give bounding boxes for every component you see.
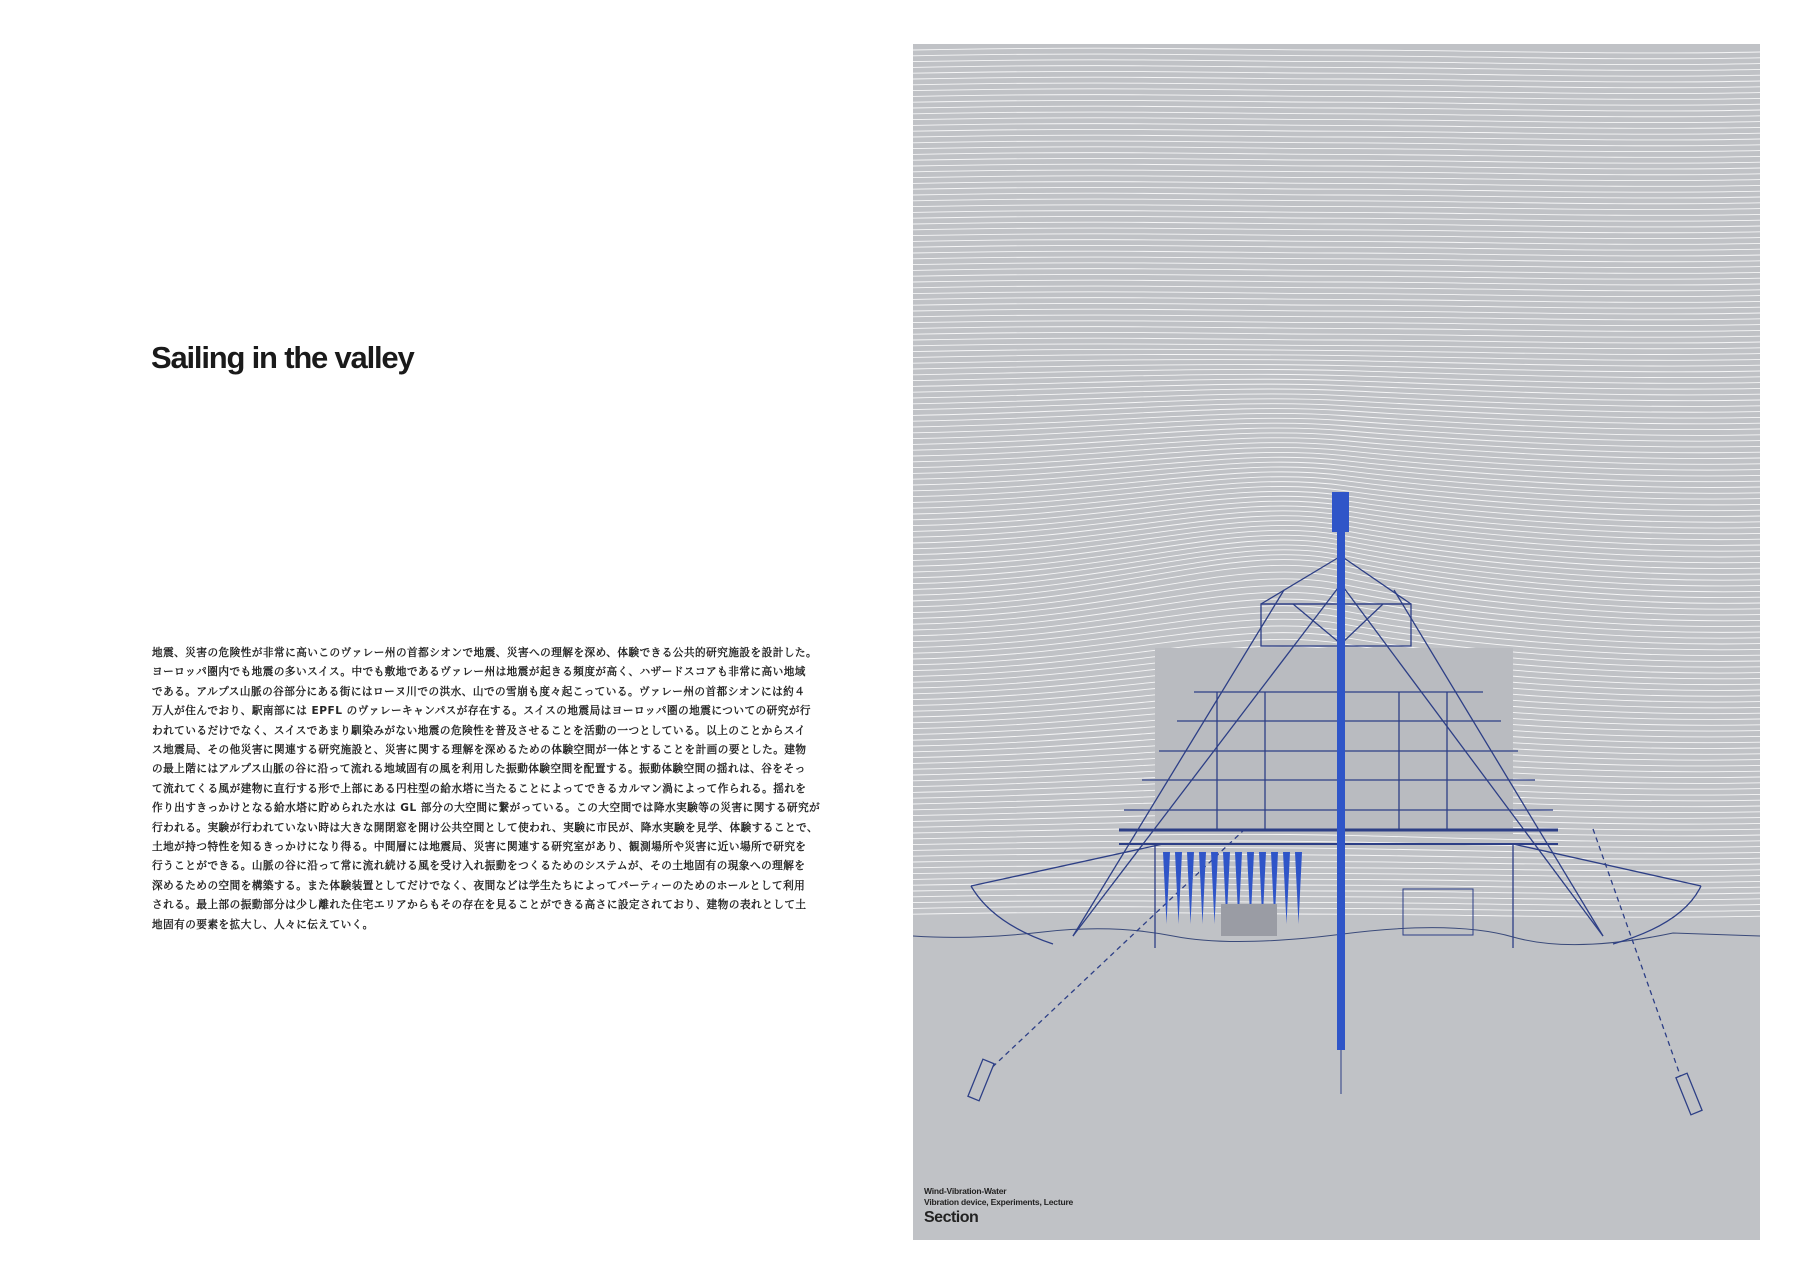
- wind-line: [913, 66, 1760, 71]
- wind-line: [913, 216, 1760, 221]
- wind-line: [913, 205, 1760, 210]
- wind-line: [913, 878, 1760, 883]
- description-line: 行われる。実験が行われていない時は大きな開閉窓を開け公共空間として使われ、実験に市民が、降水実験を見学、体験することで、: [152, 821, 819, 834]
- wind-line: [913, 182, 1760, 187]
- wind-line: [913, 141, 1760, 146]
- wind-line: [913, 118, 1760, 123]
- description-line: て流れてくる風が建物に直行する形で上部にある円柱型の給水塔に当たることによってできるカルマン渦によって作られる。揺れを: [152, 782, 807, 795]
- wind-line: [913, 344, 1760, 349]
- description-line: である。アルプス山脈の谷部分にある街にはローヌ川での洪水、山での雪崩も度々起こっている。ヴァレー州の首都シオンには約４: [152, 685, 806, 698]
- wind-line: [913, 286, 1760, 291]
- wind-line: [913, 338, 1760, 343]
- wind-line: [913, 612, 1760, 649]
- wind-line: [913, 158, 1760, 163]
- wind-line: [913, 321, 1760, 326]
- wind-line: [913, 251, 1760, 256]
- wind-line: [913, 413, 1760, 429]
- description-line: される。最上部の振動部分は少し離れた住宅エリアからもその存在を見ることができる高さに設定されており、建物の表れとして土: [152, 899, 807, 912]
- wind-line: [913, 379, 1760, 389]
- wind-line: [913, 374, 1760, 383]
- wind-line: [913, 866, 1760, 871]
- wind-line: [913, 124, 1760, 129]
- wind-line: [913, 245, 1760, 250]
- section-drawing-panel: [913, 44, 1760, 1240]
- wind-line: [913, 280, 1760, 285]
- wind-line: [913, 303, 1760, 308]
- wind-line: [913, 211, 1760, 216]
- wind-line: [913, 100, 1760, 105]
- description-line: 地震、災害の危険性が非常に高いこのヴァレー州の首都シオンで地震、災害への理解を深め、体験できる公共的研究施設を設計した。: [152, 647, 818, 659]
- wind-line: [913, 895, 1760, 900]
- wind-line: [913, 452, 1760, 476]
- wind-line: [913, 327, 1760, 332]
- wind-line: [913, 257, 1760, 262]
- wind-line: [913, 854, 1760, 859]
- wind-line: [913, 369, 1760, 377]
- wind-line: [913, 129, 1760, 134]
- wind-line: [913, 112, 1760, 117]
- wind-line: [913, 193, 1760, 198]
- wind-line: [913, 164, 1760, 169]
- wind-line: [913, 409, 1760, 424]
- wind-line: [913, 298, 1760, 303]
- wind-line: [913, 423, 1760, 441]
- description-line: 地固有の要素を拡大し、人々に伝えていく。: [152, 918, 374, 931]
- wind-line: [913, 187, 1760, 192]
- wind-line: [913, 89, 1760, 94]
- wind-line: [913, 71, 1760, 76]
- wind-line: [913, 48, 1760, 53]
- wind-line: [913, 901, 1760, 906]
- wind-line: [913, 872, 1760, 877]
- description-line: 行うことができる。山脈の谷に沿って常に流れ続ける風を受け入れ振動をつくるためのシステムが、その土地固有の現象への理解を: [152, 860, 806, 873]
- wind-line: [913, 170, 1760, 175]
- wind-line: [913, 889, 1760, 894]
- wind-line: [913, 153, 1760, 158]
- description-line: 土地が持つ特性を知るきっかけになり得る。中間層には地震局、災害に関連する研究室があり、観測場所や災害に近い場所で研究を: [152, 841, 807, 854]
- wind-line: [913, 332, 1760, 337]
- wind-line: [913, 847, 1760, 853]
- wind-line: [913, 540, 1760, 580]
- building-mass: [1155, 648, 1513, 834]
- wind-line: [913, 199, 1760, 204]
- caption-line-1: Wind-Vibration-Water: [924, 1186, 1007, 1196]
- wind-line: [913, 54, 1760, 59]
- wind-line: [913, 309, 1760, 314]
- wind-line: [913, 147, 1760, 152]
- sand-pile: [1221, 904, 1277, 936]
- wind-line: [913, 135, 1760, 140]
- wind-line: [913, 176, 1760, 181]
- wind-line: [913, 384, 1760, 395]
- wind-line: [913, 292, 1760, 297]
- caption-title: Section: [924, 1209, 979, 1226]
- wind-line: [913, 263, 1760, 268]
- description-line: 深めるための空間を構築する。また体験装置としてだけでなく、夜間などは学生たちによってパーティーのためのホールとして利用: [152, 879, 806, 892]
- description-line: われているだけでなく、スイスであまり馴染みがない地震の危険性を普及させることを活動の一つとしている。以上のことからスイ: [152, 724, 806, 737]
- description-line: ス地震局、その他災害に関連する研究施設と、災害に関する理解を深めるための体験空間が一体とすることを計画の要とした。建物: [152, 744, 807, 757]
- rain-stream: [1283, 852, 1290, 924]
- wind-line: [913, 418, 1760, 435]
- wind-line: [913, 912, 1760, 917]
- wind-line: [913, 565, 1760, 609]
- rain-stream: [1295, 852, 1302, 924]
- wind-line: [913, 240, 1760, 245]
- caption-line-2: Vibration device, Experiments, Lecture: [924, 1197, 1074, 1207]
- description-text: [152, 644, 820, 935]
- wind-line: [913, 83, 1760, 88]
- wind-line: [913, 222, 1760, 227]
- wind-line: [913, 907, 1760, 912]
- wind-line: [913, 274, 1760, 279]
- wind-line: [913, 234, 1760, 239]
- wind-line: [913, 77, 1760, 82]
- description-line: ヨーロッパ圏内でも地震の多いスイス。中でも敷地であるヴァレー州は地震が起きる頻度が高く、ハザードスコアも非常に高い地域: [152, 666, 806, 679]
- wind-line: [913, 315, 1760, 320]
- description-line: の最上階にはアルプス山脈の谷に沿って流れる地域固有の風を利用した振動体験空間を配置する。振動体験空間の揺れは、谷をそっ: [152, 763, 806, 776]
- wind-line: [913, 428, 1760, 447]
- wind-line: [913, 95, 1760, 100]
- wind-line: [913, 106, 1760, 111]
- title: Sailing in the valley: [151, 340, 414, 375]
- wind-line: [913, 550, 1760, 592]
- description-line: 万人が住んでおり、駅南部には EPFL のヴァレーキャンパスが存在する。スイスの地震局はヨーロッパ圏の地震についての研究が行: [152, 705, 812, 718]
- wind-line: [913, 269, 1760, 274]
- section-drawing: [913, 44, 1760, 1240]
- wind-line: [913, 545, 1760, 586]
- wind-line: [913, 579, 1760, 621]
- wind-line: [913, 349, 1760, 354]
- wind-line: [913, 860, 1760, 865]
- wind-line: [913, 60, 1760, 65]
- description-line: 作り出すきっかけとなる給水塔に貯められた水は GL 部分の大空間に繋がっている。この大空間では降水実験等の災害に関する研究が: [152, 802, 820, 815]
- wind-line: [913, 228, 1760, 233]
- wind-line: [913, 883, 1760, 888]
- wind-line: [913, 354, 1760, 360]
